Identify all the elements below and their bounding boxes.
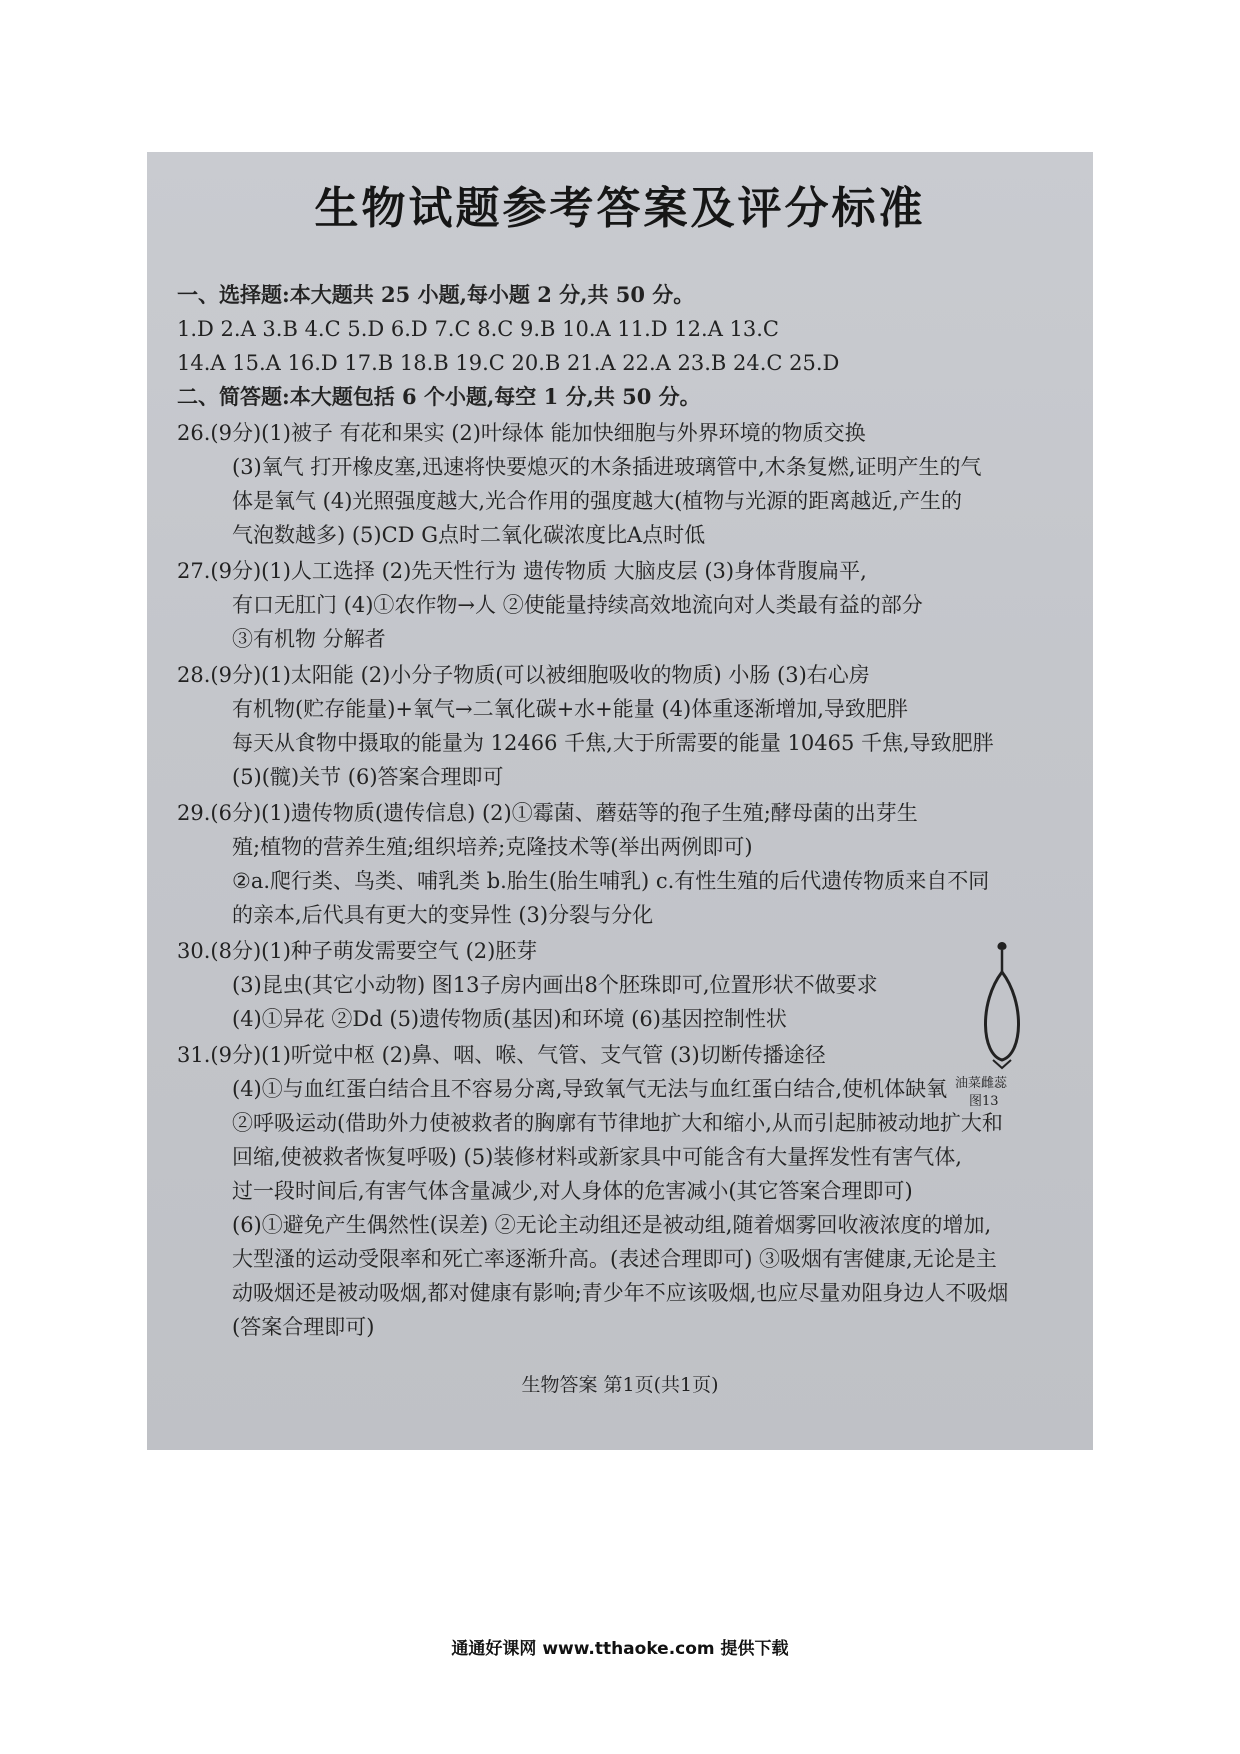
q31-line-4: 回缩,使被救者恢复呼吸) (5)装修材料或新家具中可能含有大量挥发性有害气体, <box>232 1145 962 1169</box>
q31-line-6: (6)①避免产生偶然性(误差) ②无论主动组还是被动组,随着烟雾回收液浓度的增加, <box>232 1213 992 1237</box>
q31-line-2: (4)①与血红蛋白结合且不容易分离,导致氧气无法与血红蛋白结合,使机体缺氧 <box>232 1077 948 1101</box>
q27-line-3: ③有机物 分解者 <box>232 627 386 651</box>
q28-line-3: 每天从食物中摄取的能量为 12466 千焦,大于所需要的能量 10465 千焦,导致肥胖 <box>232 731 994 755</box>
section-1-heading: 一、选择题:本大题共 25 小题,每小题 2 分,共 50 分。 <box>177 282 695 307</box>
answer-sheet-photo <box>147 152 1093 1450</box>
q29-line-2: 殖;植物的营养生殖;组织培养;克隆技术等(举出两例即可) <box>232 835 753 859</box>
choice-answers-row-2: 14.A 15.A 16.D 17.B 18.B 19.C 20.B 21.A 22.A 23.B 24.C 25.D <box>177 351 840 375</box>
q30-line-1: 30.(8分)(1)种子萌发需要空气 (2)胚芽 <box>177 939 538 963</box>
q28-line-2: 有机物(贮存能量)+氧气→二氧化碳+水+能量 (4)体重逐渐增加,导致肥胖 <box>232 697 908 721</box>
q26-line-4: 气泡数越多) (5)CD G点时二氧化碳浓度比A点时低 <box>232 523 706 547</box>
section-2-heading: 二、简答题:本大题包括 6 个小题,每空 1 分,共 50 分。 <box>177 384 701 409</box>
download-source-footer: 通通好课网 www.tthaoke.com 提供下载 <box>451 1639 789 1659</box>
q31-line-8: 动吸烟还是被动吸烟,都对健康有影响;青少年不应该吸烟,也应尽量劝阻身边人不吸烟 <box>232 1281 1009 1305</box>
q31-line-7: 大型溞的运动受限率和死亡率逐渐升高。(表述合理即可) ③吸烟有害健康,无论是主 <box>232 1247 997 1271</box>
q26-line-1: 26.(9分)(1)被子 有花和果实 (2)叶绿体 能加快细胞与外界环境的物质交换 <box>177 421 866 445</box>
q31-line-9: (答案合理即可) <box>232 1315 375 1339</box>
choice-answers-row-1: 1.D 2.A 3.B 4.C 5.D 6.D 7.C 8.C 9.B 10.A 11.D 12.A 13.C <box>177 317 779 341</box>
pistil-figure <box>947 942 1057 1072</box>
figure-label-name: 油菜雌蕊 <box>955 1076 1008 1091</box>
q27-line-2: 有口无肛门 (4)①农作物→人 ②使能量持续高效地流向对人类最有益的部分 <box>232 593 923 617</box>
q30-line-3: (4)①异花 ②Dd (5)遗传物质(基因)和环境 (6)基因控制性状 <box>232 1007 787 1031</box>
q28-line-1: 28.(9分)(1)太阳能 (2)小分子物质(可以被细胞吸收的物质) 小肠 (3)右心房 <box>177 663 870 687</box>
q31-line-3: ②呼吸运动(借助外力使被救者的胸廓有节律地扩大和缩小,从而引起肺被动地扩大和 <box>232 1111 1003 1135</box>
q29-line-3: ②a.爬行类、鸟类、哺乳类 b.胎生(胎生哺乳) c.有性生殖的后代遗传物质来自不同 <box>232 869 990 893</box>
q28-line-4: (5)(髋)关节 (6)答案合理即可 <box>232 765 504 789</box>
q31-line-1: 31.(9分)(1)听觉中枢 (2)鼻、咽、喉、气管、支气管 (3)切断传播途径 <box>177 1043 826 1067</box>
q29-line-1: 29.(6分)(1)遗传物质(遗传信息) (2)①霉菌、蘑菇等的孢子生殖;酵母菌的出芽生 <box>177 801 918 825</box>
q30-line-2: (3)昆虫(其它小动物) 图13子房内画出8个胚珠即可,位置形状不做要求 <box>232 973 878 997</box>
page-title: 生物试题参考答案及评分标准 <box>314 183 926 234</box>
figure-label-number: 图13 <box>969 1094 999 1109</box>
q26-line-2: (3)氧气 打开橡皮塞,迅速将快要熄灭的木条插进玻璃管中,木条复燃,证明产生的气 <box>232 455 982 479</box>
q27-line-1: 27.(9分)(1)人工选择 (2)先天性行为 遗传物质 大脑皮层 (3)身体背腹扁平, <box>177 559 867 583</box>
q31-line-5: 过一段时间后,有害气体含量减少,对人身体的危害减小(其它答案合理即可) <box>232 1179 913 1203</box>
page-number-footer: 生物答案 第1页(共1页) <box>521 1374 719 1396</box>
q26-line-3: 体是氧气 (4)光照强度越大,光合作用的强度越大(植物与光源的距离越近,产生的 <box>232 489 962 513</box>
q29-line-4: 的亲本,后代具有更大的变异性 (3)分裂与分化 <box>232 903 654 927</box>
